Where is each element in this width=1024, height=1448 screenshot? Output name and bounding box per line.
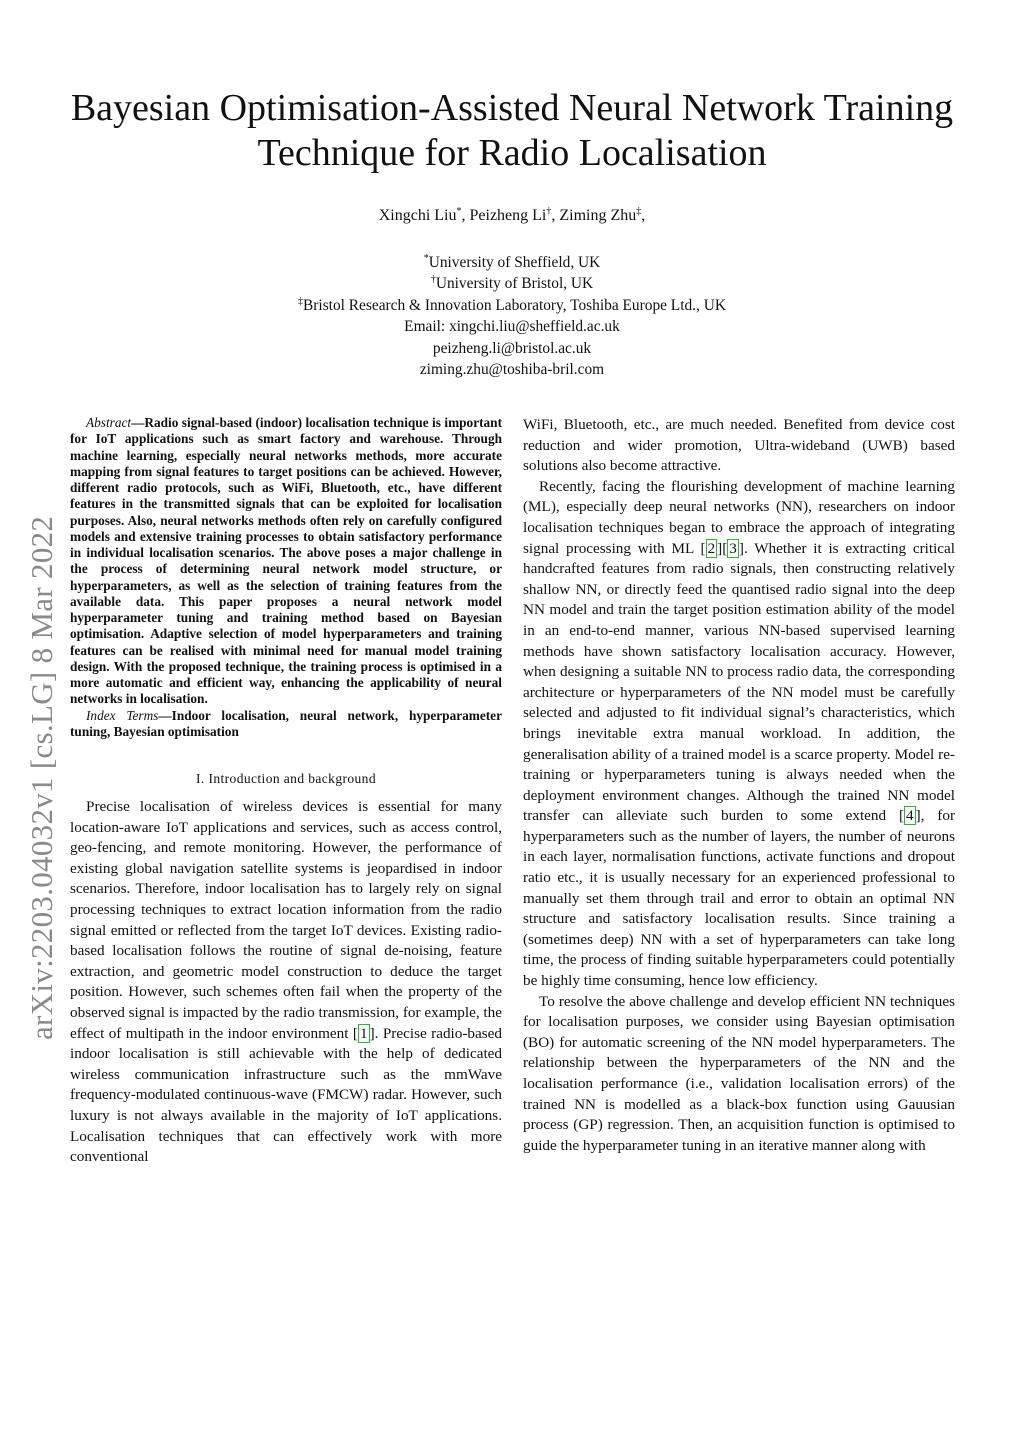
index-terms-label: Index Terms — [86, 707, 159, 723]
intro-paragraph-3: To resolve the above challenge and develop efficient NN techniques for localisation purposes, we consider using Bayesian optimisation (BO) for automatic screening of the NN model hyperparameters. The relationship between the hyperparameters of the NN and the localisation performance (i.e., validation localisation errors) of the trained NN is modelled as a black-box function using Gauusian process (GP) regression. Then, an acquisition function is optimised to guide the hyperparameter tuning in an iterative manner along with — [523, 992, 955, 1154]
right-column — [523, 415, 955, 1156]
left-column — [70, 415, 502, 1168]
email-address[interactable]: ziming.zhu@toshiba-bril.com — [419, 361, 605, 379]
citation-link[interactable]: 3 — [729, 539, 737, 557]
affiliation-block — [0, 252, 1024, 380]
email-line: Email: xingchi.liu@sheffield.ac.uk — [404, 318, 620, 336]
email-address[interactable]: peizheng.li@bristol.ac.uk — [432, 339, 592, 357]
abstract-label: Abstract — [86, 415, 132, 430]
author-name: Ziming Zhu — [559, 207, 637, 224]
affiliation-line: *University of Sheffield, UK — [423, 253, 601, 271]
citation-link[interactable]: 2 — [707, 539, 716, 557]
email-address[interactable]: xingchi.liu@sheffield.ac.uk — [449, 318, 620, 336]
paper-title: Bayesian Optimisation-Assisted Neural Network Training Technique for Radio Localisation — [70, 87, 954, 174]
intro-paragraph-1-continued: WiFi, Bluetooth, etc., are much needed. Benefited from device cost reduction and wider promotion, Ultra-wideband (UWB) based solutions also become attractive. — [523, 416, 955, 475]
author-list: Xingchi Liu*, Peizheng Li†, Ziming Zhu‡, — [378, 206, 646, 224]
abstract — [70, 415, 502, 708]
abstract-text: —Radio signal-based (indoor) localisation technique is important for IoT applications such as smart factory and warehouse. Through machine learning, especially neural networks methods, more accurate mapping from signal features to target positions can be achieved. However, different radio protocols, such as WiFi, Bluetooth, etc., have different features in the transmitted signals that can be exploited for localisation purposes. Also, neural networks methods often rely on carefully configured models and extensive training processes to obtain satisfactory performance in individual localisation scenarios. The above poses a major challenge in the process of determining neural network model structure, or hyperparameters, as well as the selection of training features from the available data. This paper proposes a neural network model hyperparameter tuning and training method based on Bayesian optimisation. Adaptive selection of model hyperparameters and training features can be realised with minimal need for manual model training design. With the proposed technique, the training process is optimised in a more automatic and efficient way, enhancing the applicability of neural networks in localisation. — [70, 415, 502, 707]
section-heading: I. Introduction and background — [196, 771, 376, 786]
author-mark: † — [546, 206, 552, 217]
citation-link[interactable]: 1 — [359, 1024, 368, 1042]
author-name: Xingchi Liu — [378, 207, 457, 224]
intro-paragraph-1: Precise localisation of wireless devices is essential for many location-aware IoT applications and services, such as access control, geo-fencing, and remote monitoring. However, the performance of existing global navigation satellite systems is jeopardised in indoor scenarios. Therefore, indoor localisation has to largely rely on signal processing techniques to extract location information from the radio signal emitted or reflected from the target IoT devices. Existing radio-based localisation follows the routine of signal de-noising, feature extraction, and geometric model construction to deduce the target position. However, such schemes often fail when the property of the observed signal is impacted by the radio transmission, for example, the effect of multipath in the indoor environment [ 1 ]. Precise radio-based indoor localisation is still achievable with the help of dedicated wireless communication infrastructure such as the mmWave frequency-modulated continuous-wave (FMCW) radar. However, such luxury is not always available in the majority of IoT applications. Localisation techniques that can effectively work with more conventional — [70, 798, 502, 1166]
author-mark: ‡ — [636, 206, 642, 217]
author-mark: * — [456, 206, 462, 217]
affiliation-line: †University of Bristol, UK — [430, 274, 594, 293]
author-name: Peizheng Li — [469, 207, 547, 224]
email-line — [0, 338, 1024, 359]
citation-link[interactable]: 4 — [906, 807, 914, 825]
index-terms-text: —Indoor localisation, neural network, hyperparameter tuning, Bayesian optimisation — [70, 707, 502, 739]
arxiv-stamp: arXiv:2203.04032v1 [cs.LG] 8 Mar 2022 — [24, 515, 59, 1040]
email-line — [0, 359, 1024, 380]
affiliation-line: ‡Bristol Research & Innovation Laboratory, Toshiba Europe Ltd., UK — [298, 295, 726, 314]
index-terms — [70, 708, 502, 741]
intro-paragraph-2: Recently, facing the flourishing development of machine learning (ML), especially deep neural networks (NN), researchers on indoor localisation techniques began to embrace the approach of integrating signal processing with ML [ 2 ][ 3 ]. Whether it is extracting critical handcrafted features from radio signals, then constructing relatively shallow NN, or directly feed the quantised radio signal into the deep NN model and train the target position estimation ability of the model in an end-to-end manner, various NN-based supervised learning methods have shown satisfactory localisation accuracy. However, when designing a suitable NN to process radio data, the corresponding architecture or hyperparameters of the NN model must be carefully selected and adjusted to fit individual signal’s characteristics, which brings inevitable extra manual workload. In addition, the generalisation ability of a trained model is a scarce property. Model re-training or hyperparameters tuning is always needed when the deployment environment changes. Although the trained NN model transfer can alleviate such burden to some extend [ 4 ], for hyperparameters such as the number of layers, the number of neurons in each layer, normalisation functions, activate functions and dropout ratio etc., it is usually necessary for an experienced professional to manually set them through trail and error to obtain an optimal NN structure and satisfactory localisation results. Since training a (sometimes deep) NN with a set of hyperparameters can take long time, the process of finding suitable hyperparameters could potentially be highly time consuming, hence low efficiency. — [523, 477, 955, 990]
